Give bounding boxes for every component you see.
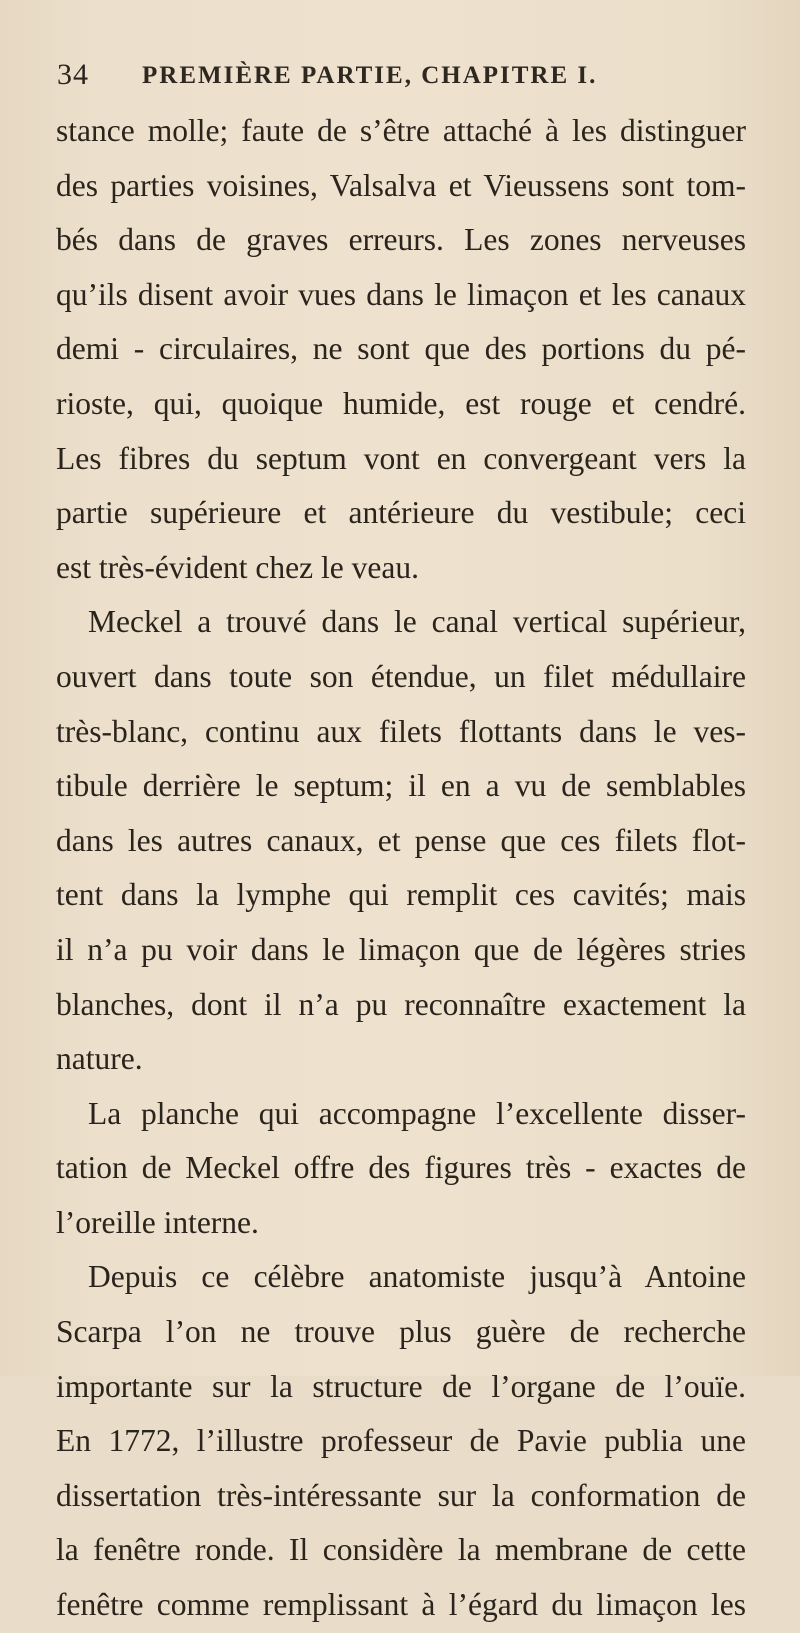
text-line: stance molle; faute de s’être attaché à les distinguer [56, 113, 746, 148]
text-line: tent dans la lymphe qui remplit ces cavités; mais [56, 877, 746, 913]
text-line: Les fibres du septum vont en convergeant vers la [56, 440, 746, 476]
text-line: fenêtre comme remplissant à l’égard du limaçon les [56, 1587, 746, 1623]
text-line: des parties voisines, Valsalva et Vieussens sont tom- [56, 167, 746, 203]
text-line: très-blanc, continu aux filets flottants dans le ves- [56, 713, 746, 749]
running-title: PREMIÈRE PARTIE, CHAPITRE I. [142, 62, 598, 89]
text-line: Meckel a trouvé dans le canal vertical supérieur, [88, 604, 746, 640]
text-line: ouvert dans toute son étendue, un filet médullaire [56, 658, 746, 694]
text-line: qu’ils disent avoir vues dans le limaçon et les canaux [56, 276, 746, 312]
text-line: demi - circulaires, ne sont que des portions du pé- [56, 331, 746, 367]
text-line: tation de Meckel offre des figures très - exactes de [56, 1150, 746, 1186]
text-line: est très-évident chez le veau. [56, 549, 419, 585]
body-text [56, 104, 746, 1633]
text-line: Depuis ce célèbre anatomiste jusqu’à Antoine [88, 1259, 746, 1295]
text-line: dissertation très-intéressante sur la conformation de [56, 1477, 746, 1513]
text-line: blanches, dont il n’a pu reconnaître exactement la [56, 986, 746, 1022]
text-line: Scarpa l’on ne trouve plus guère de recherche [56, 1314, 746, 1350]
text-line: rioste, qui, quoique humide, est rouge et cendré. [56, 385, 746, 421]
text-line: bés dans de graves erreurs. Les zones nerveuses [56, 222, 746, 258]
text-line: En 1772, l’illustre professeur de Pavie publia une [56, 1423, 746, 1459]
text-line: importante sur la structure de l’organe de l’ouïe. [56, 1368, 746, 1404]
text-line: partie supérieure et antérieure du vestibule; ceci [56, 495, 746, 531]
page-number: 34 [57, 58, 89, 91]
page-header [0, 58, 800, 98]
text-line: l’oreille interne. [56, 1204, 259, 1240]
text-line: la fenêtre ronde. Il considère la membrane de cette [56, 1532, 746, 1568]
text-line: il n’a pu voir dans le limaçon que de légères stries [56, 931, 746, 967]
text-line: tibule derrière le septum; il en a vu de semblables [56, 768, 746, 804]
text-line: La planche qui accompagne l’excellente disser- [88, 1095, 746, 1131]
text-line: dans les autres canaux, et pense que ces filets flot- [56, 822, 746, 858]
text-line: nature. [56, 1041, 143, 1077]
